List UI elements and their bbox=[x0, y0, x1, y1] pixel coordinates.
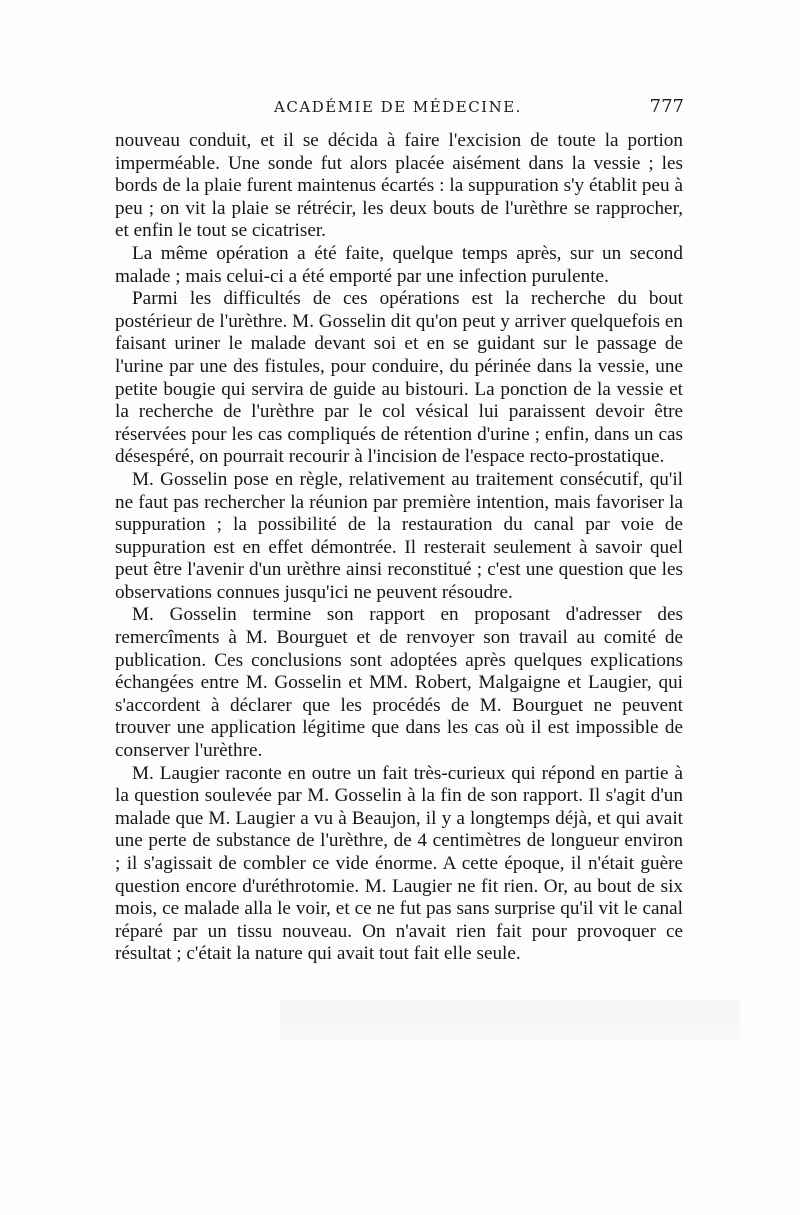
paragraph: M. Gosselin pose en règle, relativement au traitement consécutif, qu'il ne faut pas rechercher la réunion par première intention, mais favoriser la suppuration ; la possibilité de la restauration du canal par voie de suppuration est en effet démontrée. Il resterait seulement à savoir quel peut être l'avenir d'un urèthre ainsi reconstitué ; c'est une question que les observations connues jusqu'ici ne peuvent résoudre. bbox=[115, 468, 683, 603]
paragraph-continued: nouveau conduit, et il se décida à faire l'excision de toute la portion imperméable. Une sonde fut alors placée aisément dans la vessie ; les bords de la plaie furent maintenus écartés : la suppuration s'y établit peu à peu ; on vit la plaie se rétrécir, les deux bouts de l'urèthre se rapprocher, et enfin le tout se cicatriser. bbox=[115, 130, 683, 242]
paragraph: La même opération a été faite, quelque temps après, sur un second malade ; mais celui-ci a été emporté par une infection purulente. bbox=[115, 242, 683, 287]
running-head bbox=[112, 98, 684, 122]
paragraph: Parmi les difficultés de ces opérations est la recherche du bout postérieur de l'urèthre. M. Gosselin dit qu'on peut y arriver quelquefois en faisant uriner le malade devant soi et en se guidant sur le passage de l'urine par une des fistules, pour conduire, du périnée dans la vessie, une petite bougie qui servira de guide au bistouri. La ponction de la vessie et la recherche de l'urèthre par le col vésical lui paraissent devoir être réservées pour les cas compliqués de rétention d'urine ; enfin, dans un cas désespéré, on pourrait recourir à l'incision de l'espace recto-prostatique. bbox=[115, 288, 683, 468]
ink-bleed-through bbox=[280, 1000, 740, 1040]
paragraph: M. Gosselin termine son rapport en proposant d'adresser des remercîments à M. Bourguet et de renvoyer son travail au comité de publication. Ces conclusions sont adoptées après quelques explications échangées entre M. Gosselin et MM. Robert, Malgaigne et Laugier, qui s'accordent à déclarer que les procédés de M. Bourguet ne peuvent trouver une application légitime que dans les cas où il est impossible de conserver l'urèthre. bbox=[115, 604, 683, 762]
page-number: 777 bbox=[649, 96, 684, 117]
paragraph: M. Laugier raconte en outre un fait très-curieux qui répond en partie à la question soulevée par M. Gosselin à la fin de son rapport. Il s'agit d'un malade que M. Laugier a vu à Beaujon, il y a longtemps déjà, et qui avait une perte de substance de l'urèthre, de 4 centimètres de longueur environ ; il s'agissait de combler ce vide énorme. A cette époque, il n'était guère question encore d'uréthrotomie. M. Laugier ne fit rien. Or, au bout de six mois, ce malade alla le voir, et ce ne fut pas sans surprise qu'il vit le canal réparé par un tissu nouveau. On n'avait rien fait pour provoquer ce résultat ; c'était la nature qui avait tout fait elle seule. bbox=[115, 762, 683, 965]
running-title: ACADÉMIE DE MÉDECINE. bbox=[274, 98, 522, 116]
body-text bbox=[115, 130, 683, 966]
